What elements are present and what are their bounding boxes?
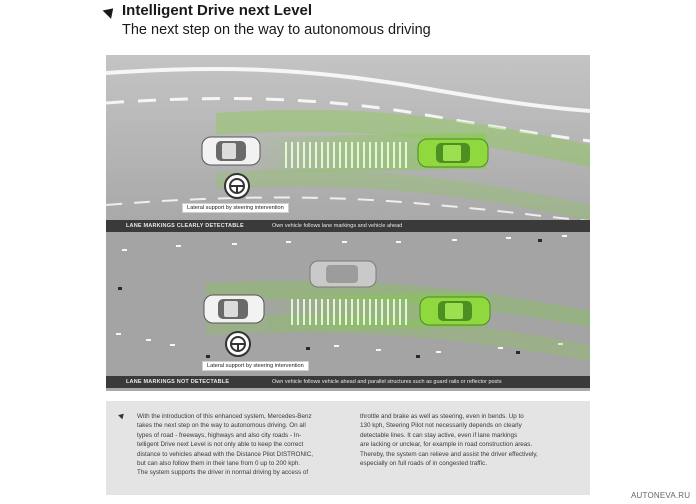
lead-vehicle-bottom: [420, 297, 490, 325]
text-line: Thereby, the system can relieve and assist the driver effectively,: [360, 450, 538, 458]
triangle-bullet-icon: [118, 412, 126, 420]
callout-bottom: Lateral support by steering intervention: [202, 361, 309, 371]
own-vehicle-bottom: [204, 295, 264, 323]
text-line: but can also follow them in their lane from 0 up to 200 kph.: [137, 460, 301, 468]
text-line: distance to vehicles ahead with the Distance Pilot DISTRONIC,: [137, 450, 314, 458]
own-vehicle-top: [202, 137, 260, 165]
description-column-1: [137, 412, 342, 478]
triangle-bullet-icon: [103, 4, 118, 19]
text-line: throttle and brake as well as steering, even in bends. Up to: [360, 413, 524, 420]
text-line: detectable lines. It can stay active, even if lane markings: [360, 431, 518, 439]
text-line: are lacking or unclear, for example in road construction areas.: [360, 441, 533, 449]
band-top-label: LANE MARKINGS CLEARLY DETECTABLE: [126, 223, 244, 229]
steering-wheel-icon: [225, 174, 249, 198]
band-bottom-label: LANE MARKINGS NOT DETECTABLE: [126, 379, 230, 385]
text-line: The system supports the driver in normal driving by access of: [137, 469, 309, 477]
band-top-description: Own vehicle follows lane markings and vehicle ahead: [272, 223, 403, 229]
text-line: especially on full roads of in congested traffic.: [360, 460, 487, 468]
description-column-2: [360, 412, 575, 468]
page-header: [104, 2, 584, 46]
callout-top: Lateral support by steering intervention: [182, 203, 289, 213]
caption-band-bottom: [106, 376, 590, 388]
text-line: 130 kph, Steering Pilot not necessarily depends on clearly: [360, 422, 522, 430]
text-line: types of road - freeways, highways and also city roads - In-: [137, 431, 302, 439]
parallel-vehicle: [310, 261, 376, 287]
page-title: Intelligent Drive next Level: [122, 2, 313, 19]
lead-vehicle-top: [418, 139, 488, 167]
steering-wheel-icon: [226, 332, 250, 356]
watermark: AUTONEVA.RU: [631, 491, 691, 500]
description-box: [106, 401, 590, 495]
illustration: [106, 55, 590, 391]
band-bottom-description: Own vehicle follows vehicle ahead and parallel structures such as guard rails or reflector posts: [272, 379, 502, 385]
text-line: With the introduction of this enhanced system, Mercedes-Benz: [137, 413, 312, 420]
text-line: takes the next step on the way to autonomous driving. On all: [137, 422, 306, 430]
text-line: telligent Drive next Level is not only able to keep the correct: [137, 441, 304, 449]
caption-band-top: [106, 220, 590, 232]
page-subtitle: The next step on the way to autonomous driving: [122, 22, 431, 38]
